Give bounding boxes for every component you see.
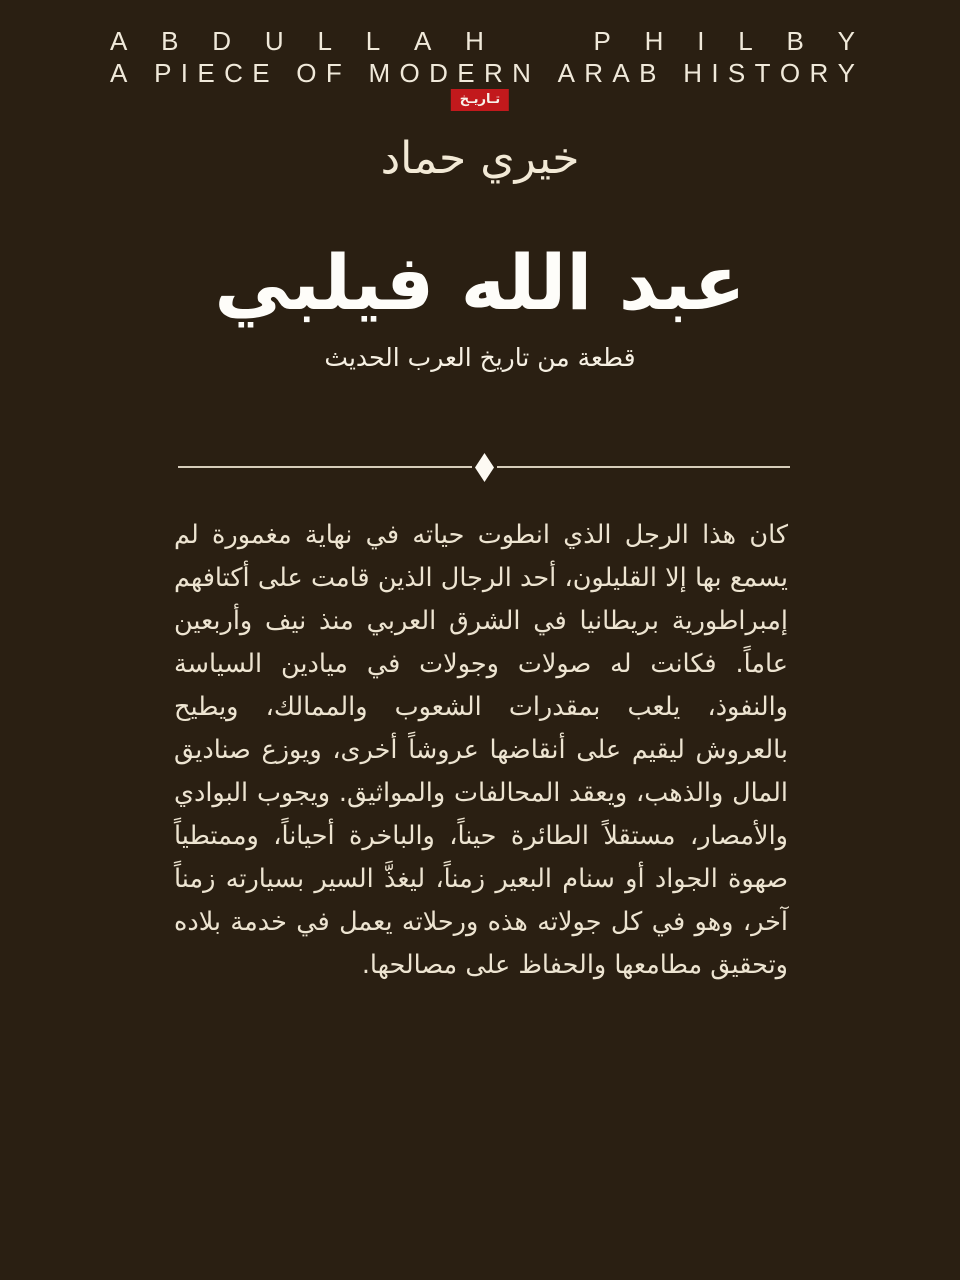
english-title: A B D U L L A H P H I L B Y <box>110 26 855 56</box>
divider-line-left <box>178 466 472 468</box>
diamond-icon <box>475 453 494 482</box>
category-badge: تـاريـخ <box>451 89 509 111</box>
blurb-paragraph: كان هذا الرجل الذي انطوت حياته في نهاية مغمورة لم يسمع بها إلا القليلون، أحد الرجال الذين قامت على أكتافهم إمبراطورية بريطانيا في الشرق العربي منذ نيف وأربعين عاماً. فكانت له صولات وجولات في ميادين السياسة والنفوذ، يلعب بمقدرات الشعوب والممالك، ويطيح بالعروش ليقيم على أنقاضها عروشاً أخرى، ويوزع صناديق المال والذهب، ويعقد المحالفات والمواثيق. ويجوب البوادي والأمصار، مستقلاً الطائرة حيناً، والباخرة أحياناً، وممتطياً صهوة الجواد أو سنام البعير زمناً، ليغذَّ السير بسيارته زمناً آخر، وهو في كل جولاته هذه ورحلاته يعمل في خدمة بلاده وتحقيق مطامعها والحفاظ على مصالحها. <box>174 520 788 980</box>
book-subtitle-arabic: قطعة من تاريخ العرب الحديث <box>324 343 636 372</box>
divider <box>178 452 790 482</box>
book-title-arabic: عبد الله فيلبي <box>214 238 746 327</box>
author-name: خيري حماد <box>380 133 580 184</box>
divider-line-right <box>497 466 791 468</box>
english-subtitle: A P I E C E O F M O D E R N A R A B H I S T O R Y <box>110 58 855 88</box>
